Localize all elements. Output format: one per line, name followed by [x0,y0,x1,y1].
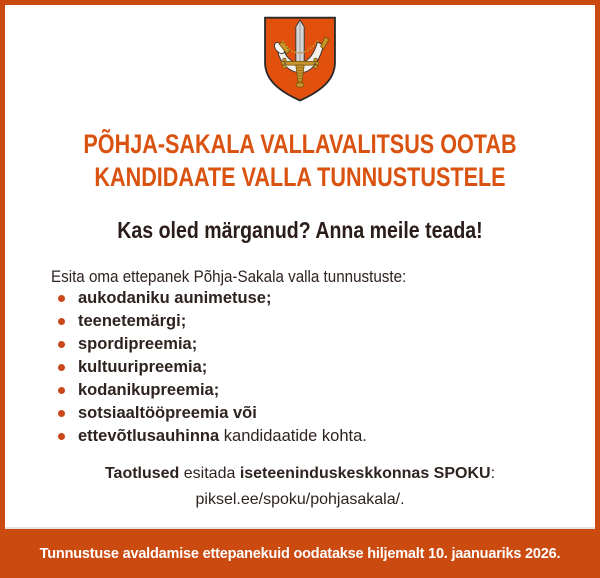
award-suffix: kandidaatide kohta. [219,427,367,445]
bullet-icon [58,433,65,440]
award-name: aukodaniku aunimetuse; [78,289,272,307]
list-item [58,333,367,356]
coat-of-arms [262,14,338,108]
bullet-icon [58,295,65,302]
list-item [58,310,367,333]
poster-content [5,5,595,527]
submission-url: piksel.ee/spoku/pohjasakala/. [195,491,405,508]
list-item [58,379,367,402]
bullet-icon [58,318,65,325]
bullet-icon [58,364,65,371]
page-title [64,128,536,194]
bullet-icon [58,341,65,348]
bullet-icon [58,387,65,394]
award-name: teenetemärgi; [78,312,187,330]
bullet-icon [58,410,65,417]
submission-colon: : [490,465,496,482]
pohja-sakala-shield-icon [262,14,338,108]
submission-mid: esitada [179,465,240,482]
intro-text: Esita oma ettepanek Põhja-Sakala valla tunnustuste: [51,268,407,286]
award-name: spordipreemia; [78,335,198,353]
list-item [58,287,367,310]
award-name: sotsiaaltööpreemia või [78,404,257,422]
list-item [58,402,367,425]
award-list [58,287,367,448]
list-item [58,425,367,448]
submission-bold-2: iseteeninduskeskkonnas SPOKU [239,465,491,482]
award-name: ettevõtlusauhinna [78,427,220,445]
title-line-2: KANDIDAATE VALLA TUNNUSTUSTELE [94,162,506,192]
deadline-text: Tunnustuse avaldamise ettepanekuid oodatakse hiljemalt 10. jaanuariks 2026. [39,545,561,562]
submission-info [5,461,595,513]
list-item [58,356,367,379]
submission-bold-1: Taotlused [104,465,180,482]
award-name: kodanikupreemia; [78,381,220,399]
deadline-banner [0,527,600,578]
title-line-1: PÕHJA-SAKALA VALLAVALITSUS OOTAB [83,129,517,159]
subtitle: Kas oled märganud? Anna meile teada! [117,217,483,243]
award-name: kultuuripreemia; [78,358,208,376]
submission-line [5,461,595,487]
